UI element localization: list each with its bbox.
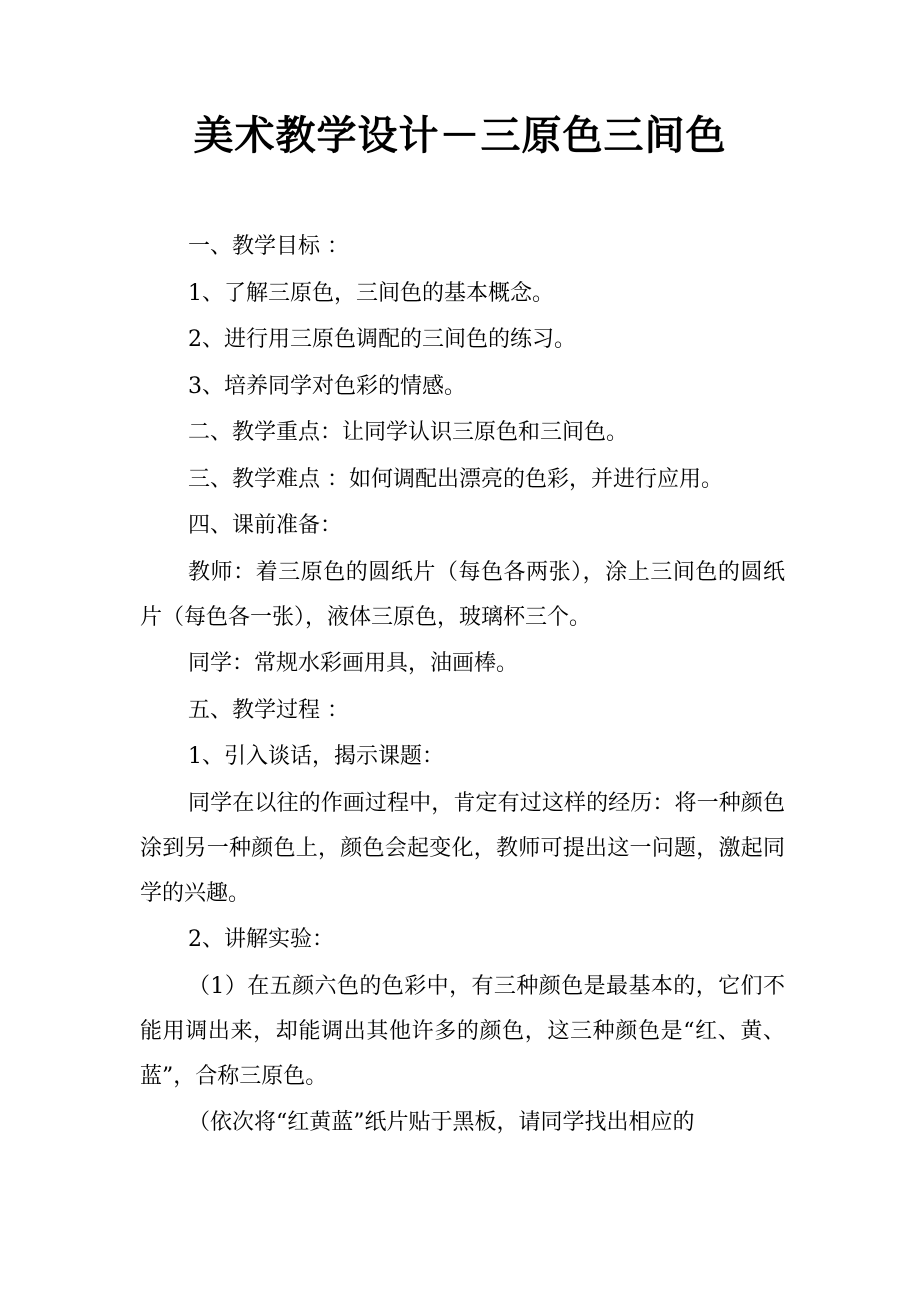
objective-item-1: 1、了解三原色，三间色的基本概念。: [188, 280, 554, 306]
section-key-points: 二、教学重点：让同学认识三原色和三间色。: [188, 420, 629, 445]
section-heading-process: 五、教学过程 ：: [188, 697, 349, 723]
document-title: 美术教学设计－三原色三间色: [193, 112, 727, 159]
process-step-2-text-1: （1）在五颜六色的色彩中，有三种颜色是最基本的，它们不能用调出来，却能调出其他许多的颜色，这三种颜色是“红、黄、蓝”，合称三原色。: [140, 973, 785, 1089]
process-step-2-heading: 2、讲解实验：: [188, 927, 334, 952]
section-heading-preparation: 四、课前准备：: [188, 513, 343, 538]
document-body: [140, 224, 785, 1147]
process-step-1-heading: 1、引入谈话，揭示课题：: [188, 744, 444, 769]
section-difficulties: 三、教学难点 ：如何调配出漂亮的色彩，并进行应用。: [188, 466, 723, 492]
objective-item-3: 3、培养同学对色彩的情感。: [188, 373, 466, 399]
preparation-teacher: 教师：着三原色的圆纸片（每色各两张），涂上三间色的圆纸片（每色各一张），液体三原色，玻璃杯三个。: [140, 559, 785, 630]
preparation-students: 同学：常规水彩画用具，油画棒。: [188, 651, 519, 676]
section-heading-objectives: 一、教学目标 ：: [188, 234, 349, 259]
process-step-1-text: 同学在以往的作画过程中，肯定有过这样的经历：将一种颜色涂到另一种颜色上，颜色会起变化，教师可提出这一问题，激起同学的兴趣。: [140, 790, 785, 906]
objective-item-2: 2、进行用三原色调配的三间色的练习。: [188, 327, 576, 352]
process-step-2-text-2: （依次将“红黄蓝”纸片贴于黑板，请同学找出相应的: [188, 1110, 695, 1135]
